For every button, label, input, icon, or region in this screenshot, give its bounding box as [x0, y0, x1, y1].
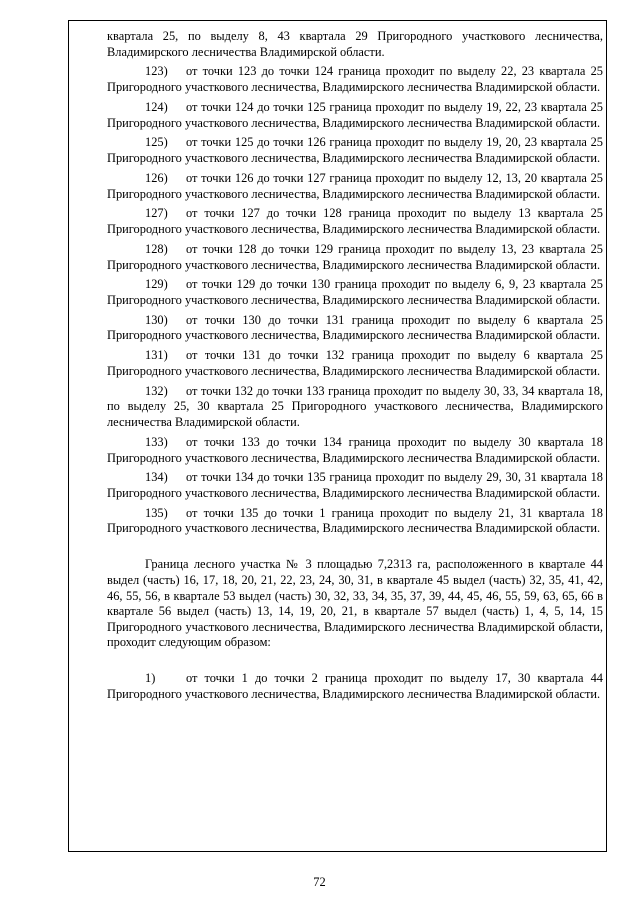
item-number: 125) — [145, 135, 168, 150]
item-text: от точки 130 до точки 131 граница проходит по выделу 6 квартала 25 Пригородного участкового лесничества, Владимирского лесничества Владимирской области. — [107, 312, 603, 343]
item-text: от точки 1 до точки 2 граница проходит по выделу 17, 30 квартала 44 Пригородного участкового лесничества, Владимирского лесничества Владимирской области. — [107, 671, 603, 701]
item-text: от точки 124 до точки 125 граница проходит по выделу 19, 22, 23 квартала 25 Пригородного участкового лесничества, Владимирского лесничества Владимирской области. — [107, 99, 603, 130]
boundary-item — [107, 64, 603, 95]
boundary-item — [107, 506, 603, 537]
boundary-item — [107, 171, 603, 202]
continuation-paragraph: квартала 25, по выделу 8, 43 квартала 29 Пригородного участкового лесничества, Владимирского лесничества Владимирской области. — [107, 29, 603, 59]
item-number: 129) — [145, 277, 168, 292]
boundary-list — [107, 64, 603, 537]
item-text: от точки 127 до точки 128 граница проходит по выделу 13 квартала 25 Пригородного участкового лесничества, Владимирского лесничества Владимирской области. — [107, 206, 603, 237]
boundary-item — [107, 100, 603, 131]
boundary-item — [107, 671, 603, 702]
section-gap — [107, 655, 603, 671]
item-number: 1) — [145, 671, 156, 686]
item-text: от точки 134 до точки 135 граница проходит по выделу 29, 30, 31 квартала 18 Пригородного участкового лесничества, Владимирского лесничества Владимирской области. — [107, 470, 603, 500]
item-number: 126) — [145, 170, 168, 185]
item-number: 123) — [145, 64, 168, 79]
boundary-item — [107, 384, 603, 431]
section-paragraph: Граница лесного участка № 3 площадью 7,2313 га, расположенного в квартале 44 выдел (часть) 16, 17, 18, 20, 21, 22, 23, 24, 30, 31, в квартале 45 выдел (часть) 32, 35, 41, 42, 46, 55, 56, в квартале 53 выдел (часть) 30, 32, 33, 34, 35, 37, 39, 44, 45, 46, 55, 59, 63, 65, 66 в квартале 56 выдел (часть) 13, 14, 19, 20, 21, в квартале 57 выдел (часть) 1, 4, 5, 14, 15 Пригородного участкового лесничества, Владимирского лесничества Владимирской области, проходит следующим образом: — [107, 557, 603, 650]
page-number: 72 — [313, 875, 326, 889]
item-number: 128) — [145, 241, 168, 256]
item-number: 127) — [145, 206, 168, 221]
document-body — [107, 29, 603, 707]
boundary-item — [107, 435, 603, 466]
item-number: 132) — [145, 383, 168, 398]
item-number: 135) — [145, 505, 168, 520]
item-text: от точки 131 до точки 132 граница проходит по выделу 6 квартала 25 Пригородного участкового лесничества, Владимирского лесничества Владимирской области. — [107, 348, 603, 378]
item-number: 134) — [145, 470, 168, 485]
item-text: от точки 126 до точки 127 граница проходит по выделу 12, 13, 20 квартала 25 Пригородного участкового лесничества, Владимирского лесничества Владимирской области. — [107, 170, 603, 201]
item-text: от точки 135 до точки 1 граница проходит по выделу 21, 31 квартала 18 Пригородного участкового лесничества, Владимирского лесничества Владимирской области. — [107, 505, 603, 536]
item-number: 124) — [145, 99, 168, 114]
item-number: 130) — [145, 312, 168, 327]
item-number: 131) — [145, 348, 168, 363]
boundary-item — [107, 135, 603, 166]
boundary-item — [107, 348, 603, 379]
boundary-item — [107, 242, 603, 273]
item-text: от точки 123 до точки 124 граница проходит по выделу 22, 23 квартала 25 Пригородного участкового лесничества, Владимирского лесничества Владимирской области. — [107, 64, 603, 95]
boundary-item — [107, 313, 603, 344]
item-number: 133) — [145, 434, 168, 449]
boundary-item — [107, 277, 603, 308]
item-text: от точки 125 до точки 126 граница проходит по выделу 19, 20, 23 квартала 25 Пригородного участкового лесничества, Владимирского лесничества Владимирской области. — [107, 135, 603, 166]
item-text: от точки 133 до точки 134 граница проходит по выделу 30 квартала 18 Пригородного участкового лесничества, Владимирского лесничества Владимирской области. — [107, 434, 603, 465]
boundary-item — [107, 470, 603, 501]
section-gap — [107, 541, 603, 557]
item-text: от точки 129 до точки 130 граница проходит по выделу 6, 9, 23 квартала 25 Пригородного участкового лесничества, Владимирского лесничества Владимирской области. — [107, 277, 603, 307]
item-text: от точки 128 до точки 129 граница проходит по выделу 13, 23 квартала 25 Пригородного участкового лесничества, Владимирского лесничества Владимирской области. — [107, 241, 603, 272]
item-text: от точки 132 до точки 133 граница проходит по выделу 30, 33, 34 квартала 18, по выделу 25, 30 квартала 25 Пригородного участкового лесничества, Владимирского лесничества Владимирской области. — [107, 383, 603, 430]
boundary-item — [107, 206, 603, 237]
